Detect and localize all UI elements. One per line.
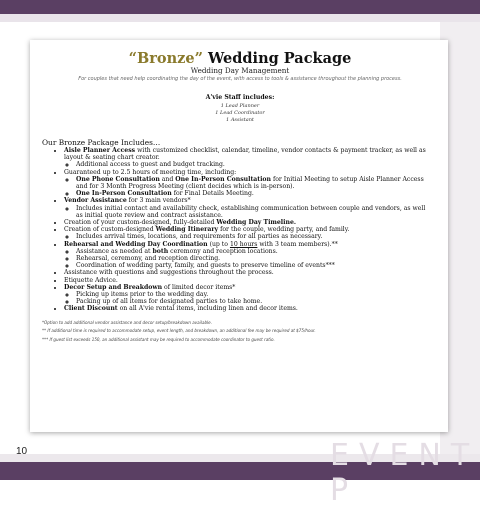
text-segment: Coordination of wedding party, family, and guests to preserve timeline of events***: [76, 262, 335, 270]
package-item: [64, 305, 426, 312]
footnote: *** If guest list exceeds 150, an additional assistant may be required to accommodate coordinator to guest ratio.: [42, 336, 275, 342]
staff-section: [42, 93, 438, 124]
bold-text: One In-Person Consultation: [175, 175, 271, 183]
text-segment: Assistance with questions and suggestions throughout the process.: [64, 269, 274, 277]
footnote: *Option to add additional vendor assistance and decor setup/breakdown available.: [42, 319, 213, 325]
text-segment: with 3 team members).**: [257, 240, 338, 248]
text-segment: Includes arrival times, locations, and requirements for all parties as necessary.: [76, 233, 323, 241]
package-item: [64, 226, 426, 240]
text-segment: Includes initial contact and availability check, establishing communication between couple and vendors, as well as initial quote review and contract assistance.: [76, 204, 426, 219]
package-item: [64, 219, 426, 226]
package-subitem: [76, 255, 426, 262]
bold-text: Vendor Assistance: [64, 197, 127, 205]
watermark-text: EVENT P: [330, 438, 480, 508]
title-accent: “Bronze”: [128, 50, 203, 67]
package-subitems: [64, 176, 426, 198]
text-segment: Creation of your custom-designed, fully-detailed: [64, 219, 217, 227]
package-item: [64, 169, 426, 198]
package-subitem: [76, 262, 426, 269]
text-segment: Additional access to guest and budget tracking.: [76, 161, 225, 169]
text-segment: Creation of custom-designed: [64, 226, 156, 234]
text-segment: for 3 main vendors*: [126, 197, 191, 205]
includes-heading: Our Bronze Package Includes…: [42, 138, 161, 147]
text-segment: Packing up of all items for designated parties to take home.: [76, 298, 263, 306]
text-segment: for Final Details Meeting.: [171, 190, 254, 198]
package-subitems: [64, 205, 426, 219]
package-item: [64, 147, 426, 169]
includes-list: [42, 147, 426, 313]
bold-text: Wedding Day Timeline.: [216, 219, 296, 227]
text-segment: (up to: [207, 240, 230, 248]
staff-heading: A'vie Staff includes:: [205, 94, 275, 101]
staff-member: 1 Assistant: [226, 117, 254, 123]
text-segment: for the couple, wedding party, and family.: [218, 226, 350, 234]
text-segment: 10 hours: [229, 240, 258, 248]
text-segment: Rehearsal, ceremony, and reception directing.: [76, 255, 221, 263]
page-title: [42, 50, 438, 67]
package-subitems: [64, 161, 426, 168]
text-segment: with customized checklist, calendar, timeline, vendor contacts & payment tracker, as well as layout & seating chart creator.: [64, 147, 426, 162]
text-segment: Assistance as needed at: [76, 247, 153, 255]
page-number: 10: [16, 446, 28, 457]
text-segment: ceremony and reception locations.: [168, 247, 278, 255]
text-segment: Picking up items prior to the wedding day.: [76, 291, 209, 299]
package-subitems: [64, 233, 426, 240]
package-subitem: [76, 205, 426, 219]
package-subitems: [64, 248, 426, 270]
package-item: [64, 197, 426, 219]
package-item: [64, 269, 426, 276]
bold-text: Client Discount: [64, 305, 118, 313]
package-item: [64, 284, 426, 306]
package-header: [42, 50, 438, 83]
staff-member: 1 Lead Planner: [220, 103, 260, 109]
text-segment: Etiquette Advice.: [64, 276, 118, 284]
staff-list: [42, 103, 438, 124]
top-light-band: [0, 14, 480, 22]
bold-text: Aisle Planner Access: [64, 147, 136, 154]
package-subitem: [76, 176, 426, 190]
text-segment: on all A'vie rental items, including linen and decor items.: [117, 305, 298, 313]
page-subtitle: Wedding Day Management: [190, 66, 290, 75]
package-page: [30, 40, 448, 432]
bold-text: One Phone Consultation: [76, 175, 160, 183]
package-subitems: [64, 291, 426, 305]
bold-text: Rehearsal and Wedding Day Coordination: [64, 240, 208, 248]
footnotes: [42, 319, 438, 345]
top-brand-band: [0, 0, 480, 14]
bold-text: Wedding Itinerary: [155, 226, 219, 234]
text-segment: Guaranteed up to 2.5 hours of meeting time, including:: [64, 168, 237, 176]
text-segment: and: [159, 175, 176, 183]
staff-member: 1 Lead Coordinator: [215, 110, 265, 116]
package-subitem: [76, 248, 426, 255]
package-subitem: [76, 298, 426, 305]
bold-text: Decor Setup and Breakdown: [64, 283, 163, 291]
title-text: Wedding Package: [202, 50, 352, 67]
text-segment: of limited decor items*: [162, 283, 236, 291]
package-intro: For couples that need help coordinating the day of the event, with access to tools & assistance throughout the planning process.: [78, 76, 402, 82]
footnote: ** If additional time is required to accommodate setup, event length, and breakdown, an additional fee may be required at $75/hour.: [42, 328, 316, 334]
package-item: [64, 241, 426, 270]
bold-text: One In-Person Consultation: [76, 190, 172, 198]
bold-text: both: [152, 247, 169, 255]
package-subitem: [76, 190, 426, 197]
package-subitem: [76, 233, 426, 240]
package-subitem: [76, 161, 426, 168]
text-segment: for Initial Meeting to setup Aisle Planner Access and for 3 Month Progress Meeting (client decides which is in-person).: [76, 175, 424, 191]
package-item: [64, 277, 426, 284]
package-subitem: [76, 291, 426, 298]
